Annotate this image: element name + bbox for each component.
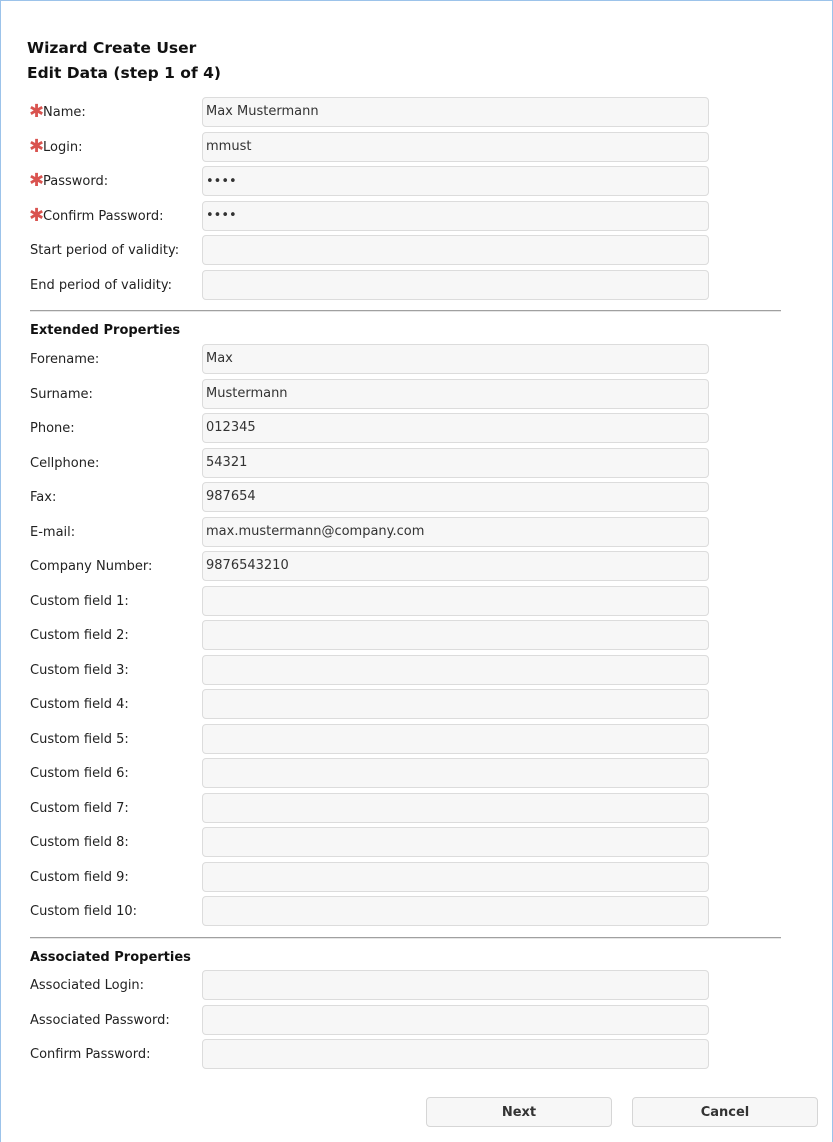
form-row-custom-field-10 <box>0 896 833 931</box>
field-value <box>203 903 206 918</box>
field-label <box>30 278 172 293</box>
field-label-text: Phone: <box>30 421 75 436</box>
form-row-e-mail <box>0 517 833 552</box>
field-label-text: Custom field 7: <box>30 800 129 816</box>
field-value: 54321 <box>206 454 248 470</box>
field-value <box>203 627 206 642</box>
field-label <box>30 697 129 712</box>
divider <box>30 310 781 312</box>
form-row-cellphone <box>0 448 833 483</box>
forename-input[interactable] <box>202 344 709 374</box>
field-value <box>203 593 206 608</box>
field-value: 987654 <box>206 489 256 504</box>
form-row-name <box>0 97 833 132</box>
custom-field-6-input[interactable] <box>202 758 709 788</box>
basic-fields <box>0 97 833 304</box>
custom-field-3-input[interactable] <box>202 655 709 685</box>
password-input[interactable] <box>202 166 709 196</box>
start-period-of-validity-input[interactable] <box>202 235 709 265</box>
surname-input[interactable] <box>202 379 709 409</box>
fax-input[interactable] <box>202 482 709 512</box>
form-row-custom-field-6 <box>0 758 833 793</box>
form-row-custom-field-7 <box>0 793 833 828</box>
field-value <box>203 696 206 711</box>
field-label-text: Custom field 8: <box>30 835 129 850</box>
field-value <box>203 869 206 884</box>
extended-properties-heading: Extended Properties <box>30 323 181 338</box>
required-asterisk-icon: ✱ <box>29 170 45 191</box>
field-label <box>30 1047 150 1062</box>
form-row-end-period-of-validity <box>0 270 833 305</box>
field-label-text: Forename: <box>30 352 100 367</box>
field-label-text: Custom field 3: <box>30 662 129 678</box>
field-label-text: Custom field 10: <box>30 904 138 919</box>
field-value: Max <box>206 351 233 366</box>
custom-field-8-input[interactable] <box>202 827 709 857</box>
custom-field-10-input[interactable] <box>202 896 709 926</box>
next-button[interactable]: Next <box>426 1097 612 1127</box>
form-row-custom-field-4 <box>0 689 833 724</box>
field-label <box>30 801 129 816</box>
field-label-text: Custom field 2: <box>30 628 129 643</box>
form-row-custom-field-9 <box>0 862 833 897</box>
required-asterisk-icon: ✱ <box>29 101 45 122</box>
field-value <box>203 277 206 292</box>
field-value <box>203 800 206 815</box>
form-row-start-period-of-validity <box>0 235 833 270</box>
custom-field-1-input[interactable] <box>202 586 709 616</box>
field-label <box>30 663 129 678</box>
field-label-text: Password: <box>43 174 109 189</box>
field-label <box>30 835 129 850</box>
field-label <box>30 594 129 609</box>
field-value: Max Mustermann <box>206 104 319 119</box>
form-row-custom-field-5 <box>0 724 833 759</box>
form-row-confirm-password <box>0 201 833 236</box>
field-value <box>203 731 206 746</box>
field-label <box>30 978 144 993</box>
custom-field-5-input[interactable] <box>202 724 709 754</box>
field-label <box>29 135 83 157</box>
field-value: mmust <box>206 138 252 154</box>
phone-input[interactable] <box>202 413 709 443</box>
field-label <box>30 870 129 885</box>
field-label <box>29 170 109 191</box>
field-label-text: Custom field 1: <box>30 593 129 609</box>
field-label <box>29 101 86 122</box>
extended-properties-fields <box>0 344 833 931</box>
field-value: 012345 <box>206 420 256 435</box>
form-row-custom-field-2 <box>0 620 833 655</box>
name-input[interactable] <box>202 97 709 127</box>
field-label <box>30 525 75 540</box>
required-asterisk-icon: ✱ <box>29 204 45 226</box>
associated-password-input[interactable] <box>202 1005 709 1035</box>
form-row-phone <box>0 413 833 448</box>
field-value <box>203 834 206 849</box>
field-value <box>203 662 206 677</box>
form-row-custom-field-1 <box>0 586 833 621</box>
custom-field-2-input[interactable] <box>202 620 709 650</box>
e-mail-input[interactable] <box>202 517 709 547</box>
field-label-text: Start period of validity: <box>30 243 180 258</box>
field-label <box>30 904 137 919</box>
confirm-password-input[interactable] <box>202 201 709 231</box>
field-label-text: Company Number: <box>30 559 153 574</box>
field-label-text: Confirm Password: <box>30 1047 151 1062</box>
step-subtitle: Edit Data (step 1 of 4) <box>27 64 221 82</box>
divider <box>30 937 781 939</box>
field-label <box>30 628 129 643</box>
form-row-forename <box>0 344 833 379</box>
field-label-text: Custom field 5: <box>30 731 129 747</box>
field-value: Mustermann <box>206 385 288 401</box>
field-value: max.mustermann@company.com <box>206 523 425 539</box>
associated-login-input[interactable] <box>202 970 709 1000</box>
form-row-custom-field-3 <box>0 655 833 690</box>
form-row-surname <box>0 379 833 414</box>
company-number-input[interactable] <box>202 551 709 581</box>
form-row-company-number <box>0 551 833 586</box>
associated-properties-heading: Associated Properties <box>30 950 191 965</box>
cellphone-input[interactable] <box>202 448 709 478</box>
field-label-text: Custom field 4: <box>30 697 129 712</box>
field-label <box>30 1013 170 1028</box>
field-value <box>203 977 206 992</box>
field-label-text: Fax: <box>30 490 57 505</box>
cancel-button[interactable]: Cancel <box>632 1097 818 1127</box>
custom-field-7-input[interactable] <box>202 793 709 823</box>
form-row-associated-login <box>0 970 833 1005</box>
field-label-text: Associated Login: <box>30 978 145 993</box>
field-label <box>30 766 129 781</box>
field-value <box>203 242 206 257</box>
field-label-text: End period of validity: <box>30 277 173 293</box>
custom-field-4-input[interactable] <box>202 689 709 719</box>
field-value <box>203 765 206 780</box>
wizard-title: Wizard Create User <box>27 39 197 57</box>
form-row-login <box>0 132 833 167</box>
field-label <box>30 243 179 258</box>
field-label-text: E-mail: <box>30 524 76 540</box>
field-label <box>29 204 164 226</box>
form-row-fax <box>0 482 833 517</box>
field-label-text: Confirm Password: <box>43 208 164 224</box>
confirm-password-input[interactable] <box>202 1039 709 1069</box>
field-label-text: Name: <box>43 105 86 120</box>
form-row-confirm-password <box>0 1039 833 1074</box>
field-value: 9876543210 <box>206 558 289 573</box>
associated-properties-fields <box>0 970 833 1074</box>
end-period-of-validity-input[interactable] <box>202 270 709 300</box>
field-label-text: Surname: <box>30 386 93 402</box>
form-row-custom-field-8 <box>0 827 833 862</box>
field-label-text: Cellphone: <box>30 455 100 471</box>
required-asterisk-icon: ✱ <box>29 135 45 157</box>
field-label-text: Login: <box>43 139 83 155</box>
field-label <box>30 352 99 367</box>
form-row-associated-password <box>0 1005 833 1040</box>
field-label <box>30 387 93 402</box>
field-label <box>30 559 152 574</box>
custom-field-9-input[interactable] <box>202 862 709 892</box>
field-label <box>30 421 75 436</box>
field-label-text: Custom field 6: <box>30 766 129 781</box>
field-label-text: Associated Password: <box>30 1012 170 1028</box>
field-label <box>30 732 129 747</box>
login-input[interactable] <box>202 132 709 162</box>
field-label <box>30 456 99 471</box>
form-row-password <box>0 166 833 201</box>
field-label <box>30 490 56 505</box>
field-label-text: Custom field 9: <box>30 869 129 885</box>
